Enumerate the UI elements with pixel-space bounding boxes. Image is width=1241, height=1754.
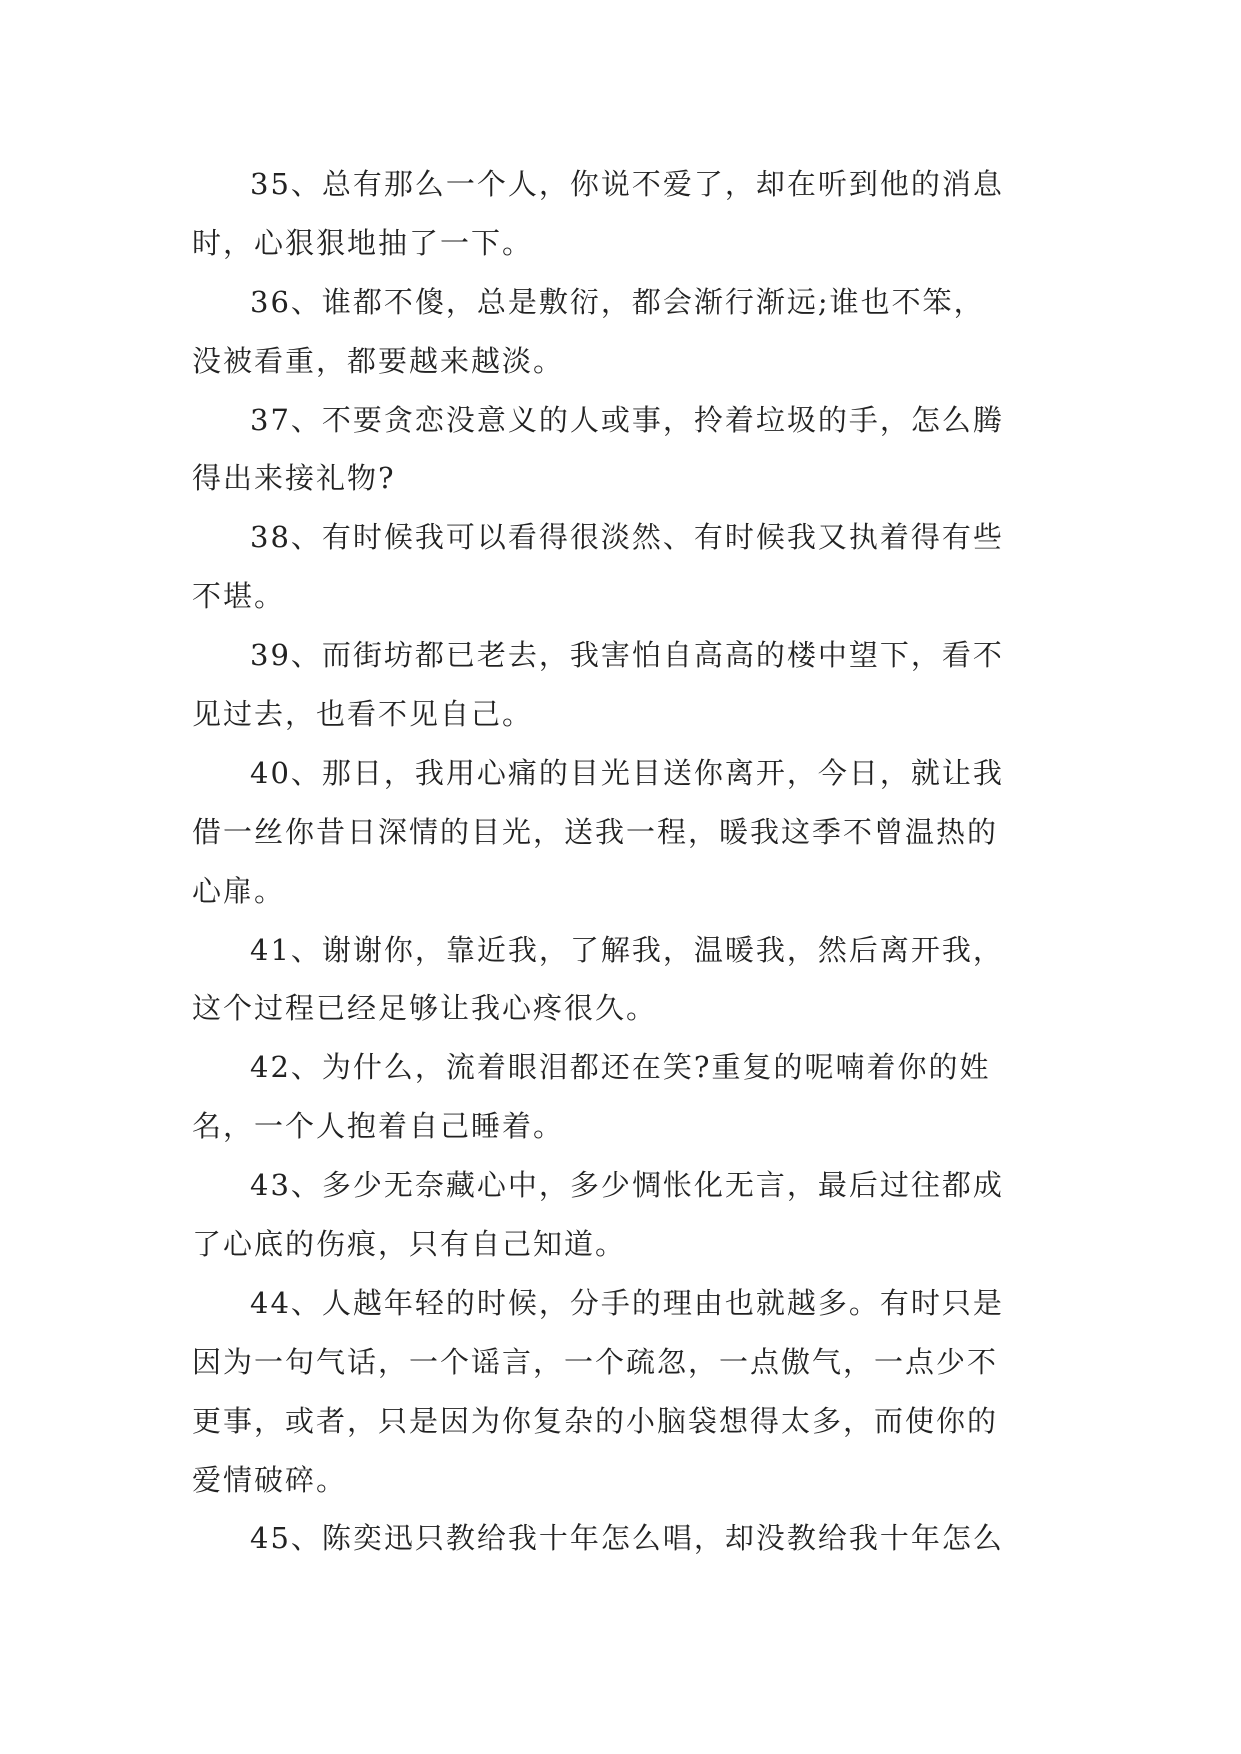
paragraph-line: 爱情破碎。 — [192, 1462, 348, 1497]
paragraph-37 — [192, 391, 1072, 509]
paragraph-line: 38、有时候我可以看得很淡然、有时候我又执着得有些 — [250, 520, 1004, 555]
paragraph-line: 36、谁都不傻，总是敷衍，都会渐行渐远;谁也不笨， — [250, 284, 985, 319]
paragraph-line: 39、而街坊都已老去，我害怕自高高的楼中望下，看不 — [250, 638, 1004, 673]
paragraph-line: 因为一句气话，一个谣言，一个疏忽，一点傲气，一点少不 — [192, 1344, 999, 1379]
paragraph-line: 借一丝你昔日深情的目光，送我一程，暖我这季不曾温热的 — [192, 814, 999, 849]
paragraph-42 — [192, 1038, 1072, 1156]
paragraph-line: 这个过程已经足够让我心疼很久。 — [192, 991, 658, 1026]
paragraph-45 — [192, 1509, 1072, 1568]
paragraph-line: 心扉。 — [192, 873, 286, 908]
paragraph-line: 没被看重，都要越来越淡。 — [192, 343, 565, 378]
paragraph-44 — [192, 1274, 1072, 1510]
paragraph-43 — [192, 1156, 1072, 1274]
document-body — [192, 155, 1072, 1568]
paragraph-line: 见过去，也看不见自己。 — [192, 697, 534, 732]
paragraph-40 — [192, 744, 1072, 921]
paragraph-line: 得出来接礼物? — [192, 461, 396, 496]
paragraph-line: 45、陈奕迅只教给我十年怎么唱，却没教给我十年怎么 — [250, 1521, 1004, 1556]
paragraph-line: 更事，或者，只是因为你复杂的小脑袋想得太多，而使你的 — [192, 1403, 999, 1438]
paragraph-41 — [192, 921, 1072, 1039]
paragraph-line: 37、不要贪恋没意义的人或事，拎着垃圾的手，怎么腾 — [250, 402, 1004, 437]
paragraph-line: 时，心狠狠地抽了一下。 — [192, 225, 534, 260]
paragraph-35 — [192, 155, 1072, 273]
paragraph-line: 42、为什么，流着眼泪都还在笑?重复的呢喃着你的姓 — [250, 1050, 991, 1085]
paragraph-line: 35、总有那么一个人，你说不爱了，却在听到他的消息 — [250, 167, 1004, 201]
paragraph-line: 了心底的伤痕，只有自己知道。 — [192, 1227, 627, 1262]
paragraph-line: 不堪。 — [192, 579, 286, 614]
paragraph-line: 40、那日，我用心痛的目光目送你离开，今日，就让我 — [250, 755, 1004, 790]
paragraph-line: 43、多少无奈藏心中，多少惆怅化无言，最后过往都成 — [250, 1168, 1004, 1203]
paragraph-38 — [192, 508, 1072, 626]
paragraph-line: 44、人越年轻的时候，分手的理由也就越多。有时只是 — [250, 1285, 1004, 1320]
paragraph-line: 名，一个人抱着自己睡着。 — [192, 1109, 565, 1144]
paragraph-39 — [192, 626, 1072, 744]
paragraph-line: 41、谢谢你，靠近我，了解我，温暖我，然后离开我， — [250, 932, 1004, 967]
paragraph-36 — [192, 273, 1072, 391]
